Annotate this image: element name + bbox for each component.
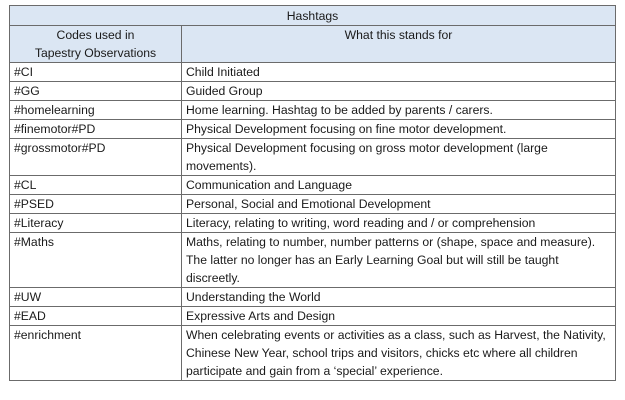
table-row: [10, 101, 616, 120]
code-cell: #enrichment: [10, 326, 182, 381]
table-row: [10, 82, 616, 101]
meaning-cell: Communication and Language: [181, 176, 615, 195]
table-row: [10, 63, 616, 82]
code-cell: #PSED: [10, 195, 182, 214]
code-cell: #grossmotor#PD: [10, 139, 182, 176]
table-row: [10, 307, 616, 326]
header-codes-text: Codes used in Tapestry Observations: [34, 28, 157, 60]
meaning-cell: Maths, relating to number, number patterns or (shape, space and measure). The latter no longer has an Early Learning Goal but will still be taught discreetly.: [181, 233, 615, 288]
code-cell: #homelearning: [10, 101, 182, 120]
code-cell: #Literacy: [10, 214, 182, 233]
table-row: [10, 120, 616, 139]
code-cell: #Maths: [10, 233, 182, 288]
table-header-row: [10, 26, 616, 63]
table-title-row: [10, 6, 616, 26]
meaning-cell: Physical Development focusing on gross motor development (large movements).: [181, 139, 615, 176]
code-cell: #EAD: [10, 307, 182, 326]
meaning-cell: Child Initiated: [181, 63, 615, 82]
code-cell: #finemotor#PD: [10, 120, 182, 139]
table-row: [10, 288, 616, 307]
table-row: [10, 233, 616, 288]
meaning-cell: Home learning. Hashtag to be added by parents / carers.: [181, 101, 615, 120]
table-row: [10, 214, 616, 233]
meaning-cell: Personal, Social and Emotional Development: [181, 195, 615, 214]
meaning-cell: Physical Development focusing on fine motor development.: [181, 120, 615, 139]
meaning-cell: Understanding the World: [181, 288, 615, 307]
meaning-cell: When celebrating events or activities as a class, such as Harvest, the Nativity, Chinese New Year, school trips and visitors, chicks etc where all children participate and gain from a ‘special’ experience.: [181, 326, 615, 381]
header-meaning: What this stands for: [181, 26, 615, 63]
meaning-cell: Literacy, relating to writing, word reading and / or comprehension: [181, 214, 615, 233]
table-title: Hashtags: [10, 6, 616, 26]
hashtags-table: [9, 5, 616, 381]
table-row: [10, 176, 616, 195]
meaning-cell: Expressive Arts and Design: [181, 307, 615, 326]
table-row: [10, 195, 616, 214]
meaning-cell: Guided Group: [181, 82, 615, 101]
table-row: [10, 139, 616, 176]
code-cell: #GG: [10, 82, 182, 101]
code-cell: #CL: [10, 176, 182, 195]
header-codes: [10, 26, 182, 63]
code-cell: #UW: [10, 288, 182, 307]
table-row: [10, 326, 616, 381]
code-cell: #CI: [10, 63, 182, 82]
